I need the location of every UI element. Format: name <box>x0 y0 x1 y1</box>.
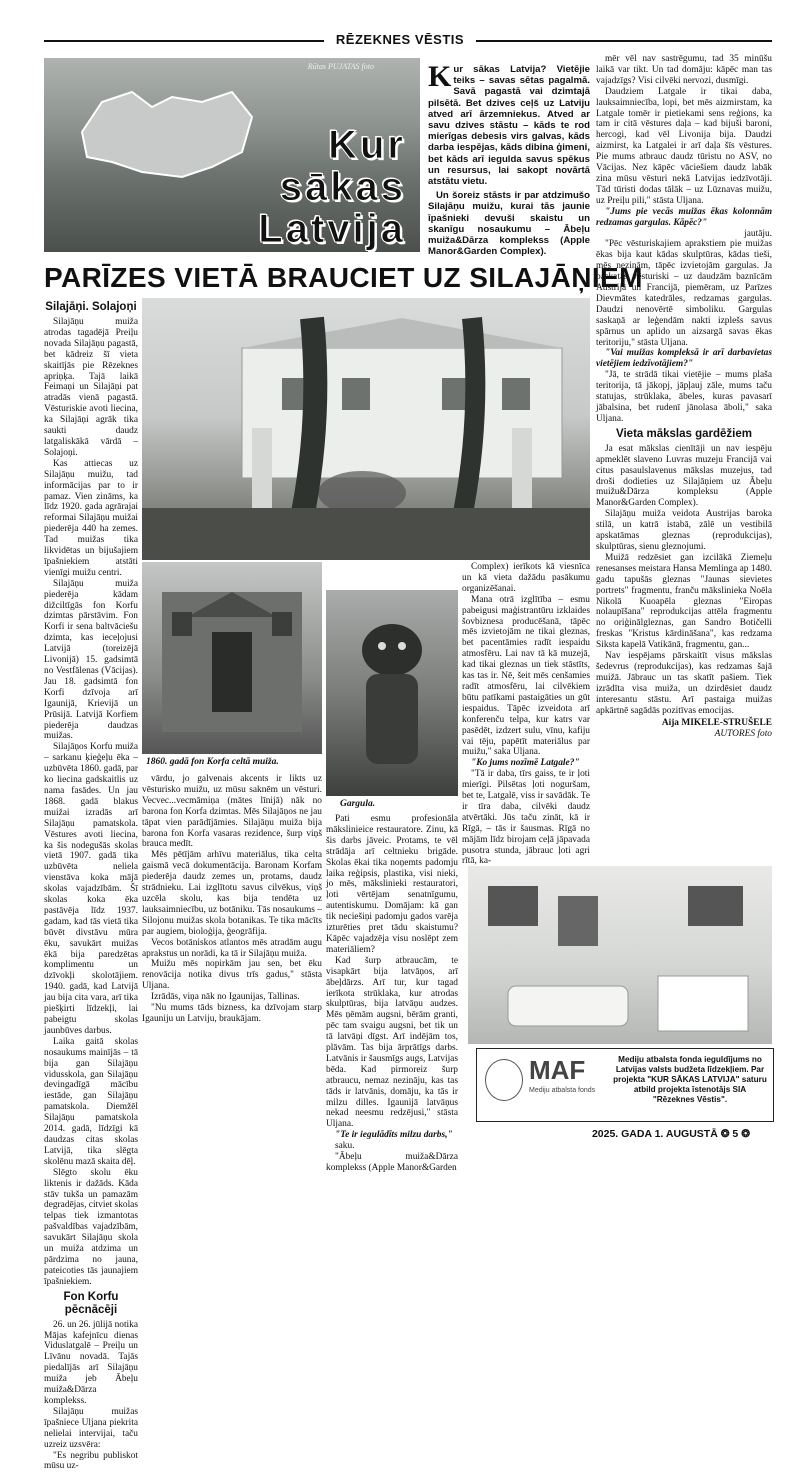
interior-icon <box>468 866 772 1044</box>
column-5 <box>596 54 772 740</box>
photo-caption: 1860. gadā fon Korfa celtā muiža. <box>146 757 279 767</box>
author: Aija MIKELE-STRUŠELE <box>661 718 772 729</box>
paragraph: 26. un 26. jūlijā notika Mājas kafejnīcu dienas Viduslatgalē – Preiļu un Līvānu novadā. Tajās piedalījās arī Silajāņu muiža jeb Ābeļu muiža&Dārza komplekss. <box>44 1319 138 1406</box>
maf-logo: MAF <box>529 1055 586 1085</box>
latvia-map-icon <box>62 72 262 192</box>
sponsor-box <box>476 1048 774 1122</box>
photo-caption: Gargula. <box>340 799 376 809</box>
paragraph: jautāju. <box>744 228 772 239</box>
paragraph: Mana otrā izglītība – esmu pabeigusi maģistrantūru izklaides šovbiznesa producēšanā, tāpēc mēs izvietojām ne tikai gleznas, bet pacentāmies radīt iespaidu atmosfēru. Lai nav tā kā muzejā, kad tikai gleznas un tiek stāstīts, kas tas ir. Nē, šeit mēs cenšamies radīt atmosfēru, lai cilvēkiem būtu patīkami pastaigāties un gūt iespaidus. Tāpēc izveidota arī konferenču telpa, kur katrs var pasēdēt, izdzert sulu, vīnu, kafiju vai tēju, papētīt materiālus par muižu," saka Uljana. <box>462 594 590 758</box>
intro-paragraph: ur sākas Latvija? Vietējie teiks – savas sētas pagalmā. Savā pagastā vai dzimtajā pilsētā. Bet dzives ceļš uz Latviju atved arī ārzemniekus. Atved ar savu dzives stāstu – kāds te rod mierīgas debesis virs galvas, kāds darba iespējas, kāds dibina ģimeni, bet kāds arī iegulda savus spēkus un resursus, lai sakopt novārtā atstātu vietu. <box>428 64 590 188</box>
drop-cap: K <box>428 60 452 93</box>
hero-title-line: sākas <box>279 165 406 209</box>
masthead-title: RĒZEKNES VĒSTIS <box>335 32 465 47</box>
question: "Jums pie vecās muižas ēkas kolonnām redzamas gargulas. Kāpēc?" <box>596 206 772 228</box>
paragraph: Pati esmu profesionāla mākslinieice restauratore. Zinu, kā šis darbs jāveic. Protams, te vēl strādāja arī celtnieku brigāde. Skolas ēkai tika noņemts padomju laika reģipsis, plastika, visi nieki, jo mēs, mākslinieki restauratori, ļoti vērtējam senatnīgumu, autentiskumu. Domājam: kā gan tik neciešiņi padomju gados varēja izturēties pret tādu skaistumu? Kāpēc vajadzēja visu noslēpt zem materiāliem? <box>326 814 458 955</box>
page-number: 5 <box>732 1128 739 1140</box>
star-icon: ❂ <box>720 1128 733 1140</box>
column-3 <box>326 814 458 1174</box>
headline: PARĪZES VIETĀ BRAUCIET UZ SILAJĀŅIEM <box>44 262 643 293</box>
paragraph: Mēs pētījām arhīvu materiālus, tika celta gaismā vecā dokumentācija. Baronam Korfam piederēja daudz zemes un, protams, daudz strādnieku. Lai izglītotu savus cilvēkus, viņš uzcēla skolu, kas bija tendēta uz lauksaimniecību, uz botāniku. Tās nosaukums – Silojonu muižas skola botanikas. Te tika mācīts par augiem, bioloģija, ģeogrāfija. <box>142 850 322 937</box>
paragraph: Daudziem Latgale ir tikai daba, lauksaimniecība, lopi, bet mēs aizmirstam, ka Latgale tomēr ir pietiekami sens reģions, ka tam ir citā vēstures daļa – kad bijuši baroni, hercogi, kad vēl Livonija bija. Daudzi aizmirst, ka Latgalei ir arī daļa šīs vēstures. Pie mums atbrauc daudz tūristu no ASV, no Vācijas. Nez kāpēc vāciešiem daudz labāk zina mūsu vēsturi nekā Latvijas iedzīvotāji. Tād tūristi dodas tālāk – uz Lūznavas muižu, uz Preiļu pili," stāsta Uljana. <box>596 86 772 206</box>
sponsor-text: Mediju atbalsta fonda ieguldījums no Latvijas valsts budžeta līdzekļiem. Par projekta "KUR SĀKAS LATVIJA" saturu atbild projekta īstenotājs SIA "Rēzeknes Vēstis". <box>613 1055 767 1104</box>
paragraph: Ja esat mākslas cienītāji un nav iespēju apmeklēt slaveno Luvras muzeju Francijā vai citus pasaulslavenus mākslas muzejus, tad droši dodieties uz Silajāņiem uz Ābeļu muižu&Dārza kompleksu (Apple Manor&Garden Complex). <box>596 443 772 509</box>
column-4 <box>462 562 590 867</box>
paragraph: Vecos botāniskos atlantos mēs atradām augu aprakstus un norādi, ka tā ir Silajāņu muiža. <box>142 937 322 959</box>
paragraph: Muižu mēs nopirkām jau sen, bet ēku renovācija notika divus trīs gadus," stāsta Uljana. <box>142 959 322 992</box>
coat-of-arms-icon <box>485 1059 523 1101</box>
question: "Ko jums nozīmē Latgale?" <box>471 758 580 769</box>
issue-date: 2025. GADA 1. AUGUSTĀ <box>591 1128 718 1140</box>
paragraph: "Ābeļu muiža&Dārza komplekss (Apple Manor&Garden <box>326 1152 458 1173</box>
paragraph: Kas attiecas uz Silajāņu muižu, tad informācijas par to ir pamaz. Vien zināms, ka līdz 1920. gada agrārajai reformai Silajāņu muižai piederēja 440 ha zemes. Tad muižas tika likvidētas un bijušajiem īpašniekiem atstāti vienīgi muižu centri. <box>44 458 138 578</box>
subheading: Fon Korfu pēcnācēji <box>63 1290 119 1316</box>
question: "Te ir iegulādīts milzu darbs," <box>335 1130 453 1141</box>
paragraph: "Nu mums tāds bizness, ka dzīvojam starp Igauniju un Latviju, braukājam. <box>142 1003 322 1024</box>
paragraph: Muižā redzēsiet gan izcilākā Ziemeļu renesanses meistara Hansa Memlinga ap 1480. gadu tapušās gleznas "Jaunas sievietes portrets" fragmentu, franču mākslinieka Noēla Nikolā Kuoapēla gleznas "Eiropas nolaupīšana" reprodukcijas attēla fragmentu no oriģinālgleznas, gan Sandro Botičelli freskas "Kristus kārdināšana", kas redzama Siksta kapelā Vatikānā, fragmentu, gan... <box>596 552 772 651</box>
paragraph: Silajāņu muiža veidota Austrijas baroka stilā, un katrā istabā, zālē un vestibilā apskatāmas gleznas (reprodukcijas), skulptūras, sienu gleznojumi. <box>596 509 772 552</box>
hero-title-line: Latvija <box>258 207 406 251</box>
author-credit: AUTORES foto <box>714 729 772 740</box>
interior-photo <box>468 866 772 1044</box>
subheading: Silajāņi. Solajoņi <box>45 301 137 313</box>
paragraph: "Jā, te strādā tikai vietējie – mums plaša teritorija, tā jākopj, jāpļauj zāle, mums taču statujas, strūklaka, ābeles, kuras pavasarī jābalsina, bet rudenī jānolasa āboli," saka Uljana. <box>596 370 772 424</box>
paragraph: Silajāņu muižas īpašniece Uljana piekrita nelielai intervijai, taču uzreiz uzsvēra: <box>44 1406 138 1450</box>
paragraph: Izrādās, viņa nāk no Igaunijas, Tallinas. <box>151 992 300 1003</box>
column-2 <box>142 774 322 1025</box>
masthead-rule-left <box>44 40 324 42</box>
paragraph: Silajāņu muiža piederēja kādam dižciltīgās fon Korfu dzimtas pārstāvim. Fon Korfi ir sena baltvāciešu dzimta, kas ieceļojusi Latvijā (toreizējā Livonijā) 15. gadsimtā no Vestfālenas (Vācijas). Jau 18. gadsimtā fon Korfi dzīvoja arī Igaunijā, Krievijā un Prūsijā. Latvijā Korfiem piederēja daudzas muižas. <box>44 578 138 742</box>
column-1 <box>44 298 138 1472</box>
subheading: Vieta mākslas gardēžiem <box>616 427 752 440</box>
paragraph: "Es negribu publiskot mūsu uz- <box>44 1450 138 1472</box>
intro-text <box>428 60 590 260</box>
paragraph: Nav iespējams pārskaitīt visus mākslas šedevrus (reprodukcijas), kas redzamas šajā muižā. Jābrauc un tas skatīt pašiem. Tiek izrādīta visa muiža, un dzirdēsiet daudz interesantu stāstu. Arī pastaiga muižas apkārtnē sagādās pozitīvas emocijas. <box>596 651 772 716</box>
manor-photo <box>142 298 590 560</box>
paragraph: Slēgto skolu ēku liktenis ir dažāds. Kāda stāv tukša un pamazām degradējas, citviet skolas telpas tiek izmantotas pašvaldības vajadzībām, savukārt Silajāņu skola un muiža atdzima un pārdzima no jauna, pateicoties tās jaunajiem īpašniekiem. <box>44 1167 138 1287</box>
hero-photo <box>44 58 420 252</box>
gargoyle-icon <box>326 590 458 796</box>
footer-date <box>592 1128 750 1140</box>
paragraph: "Pēc vēsturiskajiem aprakstiem pie muižas ēkas bija kaut kādas skulptūras, kādas tieši, mēs nezinām, tāpēc izvietojām gargulas. Ja paskatās vēsturiski – uz daudzām baznīcām Austrijā un Francijā, piemēram, uz Parīzes Dievmātes katedrāles, redzamas gargulas. Daudzi nenovērtē simboliku. Gargulas saskaņā ar leģendām nakti izplešs savus spārnus un aplido un aizsargā savas ēkas teritoriju," stāsta Uljana. <box>596 239 772 348</box>
paragraph: mēr vēl nav sastrēgumu, tad 35 minūšu laikā var tikt. Un tad domāju: kāpēc man tas vajadzīgs? Visi cilvēki nervozi, dusmīgi. <box>596 54 772 86</box>
masthead-rule-right <box>476 40 772 42</box>
gargoyle-photo <box>326 590 458 796</box>
paragraph: Silajāņu muiža atrodas tagadējā Preiļu novada Silajāņu pagastā, bet kādreiz šī vieta skaitījās pie Rēzeknes apriņķa. Tajā laikā Feimaņi un Silajāņi pat atradās vienā pagastā. Vēsturiskie avoti liecina, ka Silajāņi agrāk tika saukti daudz latgaliskākā vārdā – Solajoņi. <box>44 317 138 458</box>
question: "Vai muižas kompleksā ir arī darbavietas vietējiem iedzīvotājiem?" <box>596 348 772 370</box>
hero-credit: Rūtas PUJATAS foto <box>307 62 374 71</box>
maf-logo-sub: Mediju atbalsta fonds <box>529 1087 596 1094</box>
paragraph: Complex) ierīkots kā viesnīca un kā vieta dažādu pasākumu organizēšanai. <box>462 562 590 594</box>
paragraph: Laika gaitā skolas nosaukums mainījās – tā bija gan Silajāņu vidusskola, gan Silajāņu devingadīgā mācību iestāde, gan Silajāņu pamatskola. Diemžēl Silajāņu pamatskola 2014. gadā, līdzīgi kā daudzas citas skolas Latvijā, tika slēgta skolēnu mazā skaita dēļ. <box>44 1036 138 1167</box>
paragraph: saku. <box>335 1141 355 1152</box>
building-icon <box>142 562 322 754</box>
hero-title <box>258 124 406 250</box>
intro-paragraph: Un šoreiz stāsts ir par atdzimušo Silajāņu muižu, kurai tās jaunie īpašnieki devuši skaistu un skanīgu nosaukumu – Ābeļu muiža&Dārza komplekss (Apple Manor&Garden Complex). <box>428 190 590 258</box>
manor-building-photo <box>142 562 322 754</box>
hero-title-line: Kur <box>328 123 406 167</box>
paragraph: vārdu, jo galvenais akcents ir likts uz vēsturisko muižu, uz mūsu saknēm un vēsturi. Vecvec...vecmāmiņa (mātes līnijā) nāk no barona fon Korfa dzimtas. Mēs Silajāņos ne jau tāpat vien parādījāmies. Silajāņu muiža bija barona fon Korfa vasaras rezidence, šurp viņš brauca medīt. <box>142 774 322 850</box>
manor-illustration-icon <box>142 298 590 560</box>
paragraph: Kad šurp atbraucām, te visapkārt bija latvāņos, arī ābeļdārzs. Arī tur, kur tagad ierīkota strūklaka, kur atrodas skulptūras, bija latvāņu audzes. Mēs ņēmām augsni, bērām granti, pēc tam svaigu augsni, bet tik un tā latvāņi dīgst. Arī indējām tos, plāvām. Tas bija ārprātīgs darbs. Latvānis ir šausmīgs augs, Latvijas bēda. Kad pirmoreiz šurp atbraucu, nemaz nezināju, kas tas tāds ir latvānis, domāju, ka tās ir milzu dilles. Igaunijā latvāņus nekad neesmu redzējusi," stāsta Uljana. <box>326 955 458 1130</box>
paragraph: Silajāņos Korfu muiža – sarkanu ķieģeļu ēka – uzbūvēta 1860. gadā, par ko liecina gadskaitlis uz nama fasādes. Un jau 1868. gadā blakus muižai izradās arī Silajāņu pamatskola. Vēstures avoti liecina, ka šis nodegušās skolas vietā 1907. gadā tika uzbūvēta neliela vienstāva koka mājā skolas vajadzībām. Šī skolas koka ēka pastāvēja līdz 1937. gadam, kad tās vietā tika būvēt divstāvu mūra ēku, savukārt muižas ēkā bija paredzētas komplimentu un dzīvokļi skolotājiem. 1940. gadā, kad Latvijā jau bija cita vara, arī tika piešķirti līdzekļi, lai pabeigtu skolas jaunbūves darbus. <box>44 742 138 1036</box>
star-icon: ❂ <box>741 1128 750 1140</box>
paragraph: "Tā ir daba, tīrs gaiss, te ir ļoti mierīgi. Pilsētas ļoti noguršam, bet te, Latgalē, viss ir savādāk. Te ir tīra daba, cilvēki daudz atvērtāki. Jūs taču zināt, kā ir Rīgā, – tās ir šausmas. Rīgā no mājām līdz birojam ceļā jāpavada pusotra stunda, jābrauc ļoti agri rītā, ka- <box>462 769 590 867</box>
